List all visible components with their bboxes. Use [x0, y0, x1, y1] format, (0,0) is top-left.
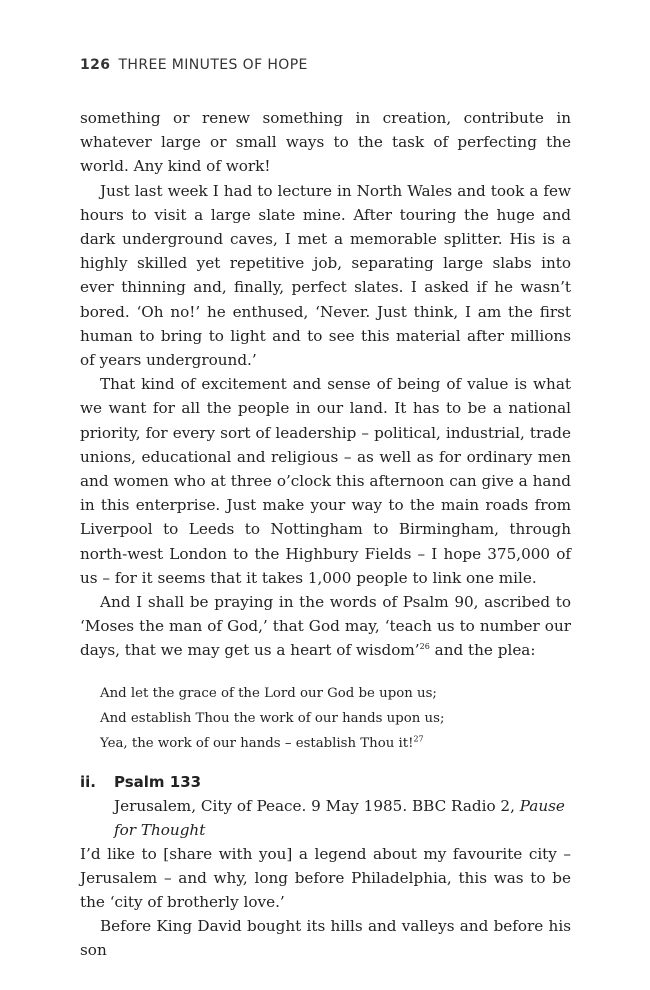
source-text: Jerusalem, City of Peace. 9 May 1985. BBC Radio 2,	[114, 796, 520, 815]
paragraph-text: And I shall be praying in the words of Psalm 90, ascribed to ‘Moses the man of God,’ that God may, ‘teach us to number our days, that we may get us a heart of wisdom’	[80, 593, 571, 660]
paragraph: That kind of excitement and sense of being of value is what we want for all the people in our land. It has to be a national priority, for every sort of leadership – political, industrial, trade unions, educational and religious – as well as for ordinary men and women who at three o’clock this afternoon can give a hand in this enterprise. Just make your way to the main roads from Liverpool to Leeds to Nottingham to Birmingham, through north-west London to the Highbury Fields – I hope 375,000 of us – for it seems that it takes 1,000 people to link one mile.	[80, 375, 571, 587]
body-text	[80, 106, 571, 963]
verse-line	[100, 731, 571, 756]
book-title: THREE MINUTES OF HOPE	[118, 57, 308, 73]
verse-text: Yea, the work of our hands – establish Thou it!	[100, 735, 414, 751]
psalm-quote	[100, 681, 571, 756]
paragraph: Just last week I had to lecture in North Wales and took a few hours to visit a large slate mine. After touring the huge and dark underground caves, I met a memorable splitter. His is a highly skilled yet repetitive job, separating large slabs into ever thinning and, finally, perfect slates. I asked if he wasn’t bored. ‘Oh no!’ he enthused, ‘Never. Just think, I am the first human to bring to light and to see this material after millions of years underground.’	[80, 181, 571, 370]
section-heading	[80, 770, 571, 794]
footnote-ref: 26	[419, 642, 430, 652]
page-number: 126	[80, 57, 111, 73]
paragraph	[80, 590, 571, 663]
paragraph: I’d like to [share with you] a legend about my favourite city – Jerusalem – and why, long before Philadelphia, this was to be the ‘city of brotherly love.’	[80, 844, 571, 912]
paragraph-text: and the plea:	[429, 641, 536, 660]
running-head	[80, 57, 308, 73]
paragraph: something or renew something in creation, contribute in whatever large or small ways to the task of perfecting the world. Any kind of work!	[80, 109, 571, 176]
section-title: Psalm 133	[114, 772, 202, 791]
section-source	[80, 794, 571, 842]
footnote-ref: 27	[413, 734, 424, 744]
verse-line: And establish Thou the work of our hands upon us;	[100, 710, 445, 726]
paragraph: Before King David bought its hills and valleys and before his son	[80, 917, 571, 960]
programme-title: Pause for Thought	[114, 796, 565, 839]
verse-line: And let the grace of the Lord our God be upon us;	[100, 685, 437, 701]
section-number: ii.	[80, 772, 96, 791]
